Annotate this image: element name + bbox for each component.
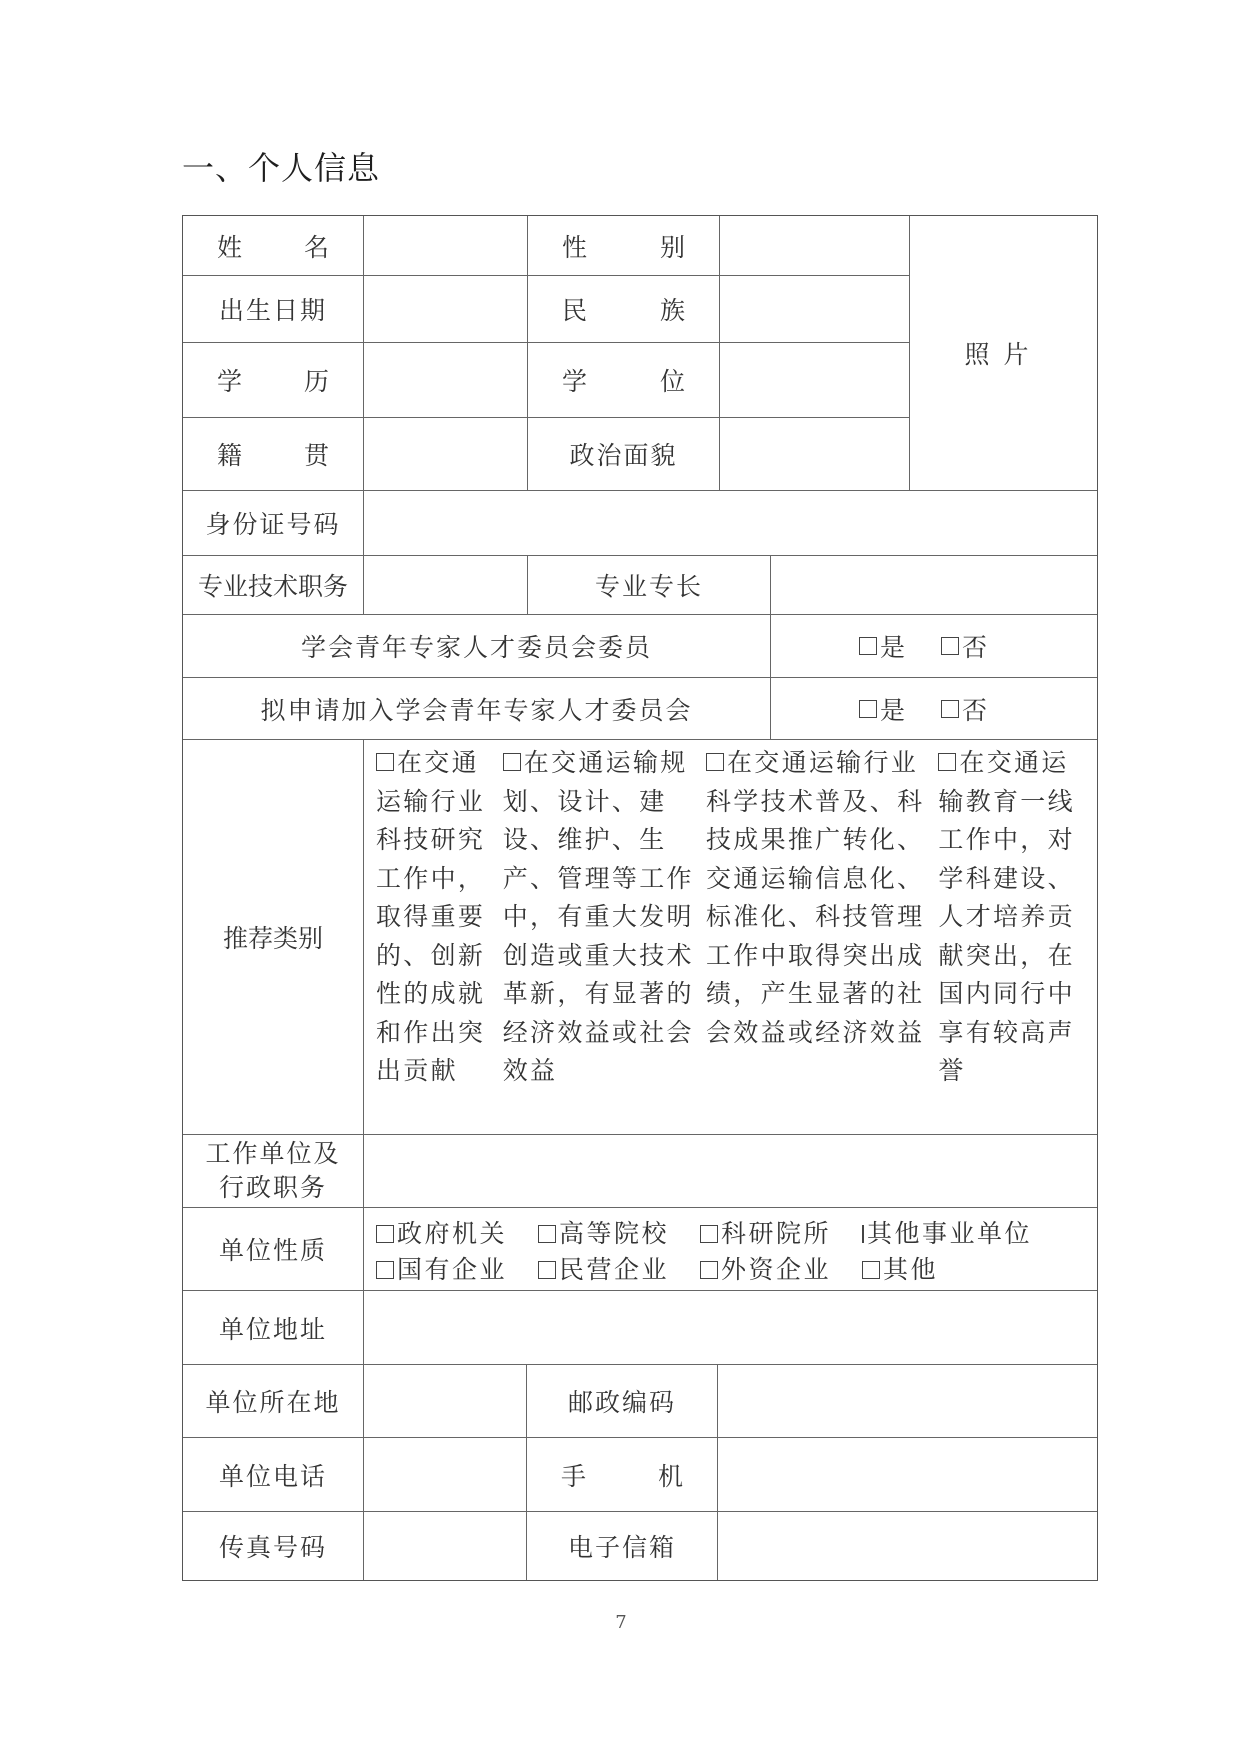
id-number-label: 身份证号码 <box>183 491 364 556</box>
checkbox-icon <box>376 1261 394 1279</box>
birth-date-label: 出生日期 <box>183 276 364 343</box>
unit-type-options <box>364 1208 1097 1291</box>
unit-phone-label: 单位电话 <box>183 1438 364 1512</box>
email-field[interactable] <box>718 1512 1097 1580</box>
recommend-option[interactable]: 在交通运输行业科学技术普及、科技成果推广转化、交通运输信息化、标准化、科技管理工作中取得突出成绩，产生显著的社会效益或经济效益 <box>705 748 925 1047</box>
checkbox-icon <box>700 1225 718 1243</box>
unit-type-label: 单位性质 <box>183 1208 364 1291</box>
unit-address-label: 单位地址 <box>183 1291 364 1365</box>
gender-label: 性 别 <box>528 216 720 276</box>
email-label: 电子信箱 <box>527 1512 718 1580</box>
native-place-field[interactable] <box>364 418 528 491</box>
personal-info-form <box>182 215 1098 1581</box>
specialty-field[interactable] <box>771 556 1097 615</box>
checkbox-icon <box>700 1261 718 1279</box>
checkbox-icon <box>859 700 877 718</box>
checkbox-icon <box>941 700 959 718</box>
degree-label: 学 位 <box>528 343 720 418</box>
checkbox-icon <box>376 753 394 771</box>
specialty-label: 专业专长 <box>528 556 771 615</box>
unit-type-option[interactable]: 政府机关 <box>376 1216 538 1252</box>
recommend-option[interactable]: 在交通运输教育一线工作中，对学科建设、人才培养贡献突出，在国内同行中享有较高声誉 <box>938 748 1075 1085</box>
unit-type-option[interactable]: 其他事业单位 <box>862 1216 1024 1252</box>
checkbox-icon <box>538 1225 556 1243</box>
section-title: 一、个人信息 <box>182 149 381 187</box>
postal-code-field[interactable] <box>718 1365 1097 1438</box>
page-number: 7 <box>615 1612 627 1633</box>
committee-member-options <box>771 615 1097 678</box>
recommend-category-label: 推荐类别 <box>183 740 364 1135</box>
unit-address-field[interactable] <box>364 1291 1097 1365</box>
education-label: 学 历 <box>183 343 364 418</box>
political-status-label: 政治面貌 <box>528 418 720 491</box>
unit-type-option[interactable]: 外资企业 <box>700 1252 862 1288</box>
fax-label: 传真号码 <box>183 1512 364 1580</box>
work-unit-label: 工作单位及 行政职务 <box>183 1135 364 1208</box>
unit-type-option[interactable]: 其他 <box>862 1252 1024 1288</box>
native-place-label: 籍 贯 <box>183 418 364 491</box>
gender-field[interactable] <box>720 216 910 276</box>
professional-title-label: 专业技术职务 <box>183 556 364 615</box>
recommend-option[interactable]: 在交通运输规划、设计、建设、维护、生产、管理等工作中，有重大发明创造或重大技术革新，有显著的经济效益或社会效益 <box>502 748 694 1085</box>
checkbox-icon <box>941 637 959 655</box>
unit-location-field[interactable] <box>364 1365 527 1438</box>
recommend-category-options <box>364 740 1097 1135</box>
education-field[interactable] <box>364 343 528 418</box>
checkbox-icon <box>538 1261 556 1279</box>
apply-no-checkbox[interactable]: 否 <box>941 691 987 727</box>
committee-yes-checkbox[interactable]: 是 <box>859 628 905 664</box>
checkbox-icon <box>376 1225 394 1243</box>
degree-field[interactable] <box>720 343 910 418</box>
mobile-label: 手 机 <box>527 1438 718 1512</box>
fax-field[interactable] <box>364 1512 527 1580</box>
ethnicity-field[interactable] <box>720 276 910 343</box>
unit-type-option[interactable]: 民营企业 <box>538 1252 700 1288</box>
political-status-field[interactable] <box>720 418 910 491</box>
unit-type-option[interactable]: 高等院校 <box>538 1216 700 1252</box>
checkbox-icon <box>938 753 956 771</box>
checkbox-icon <box>503 753 521 771</box>
checkbox-icon <box>862 1225 864 1243</box>
unit-location-label: 单位所在地 <box>183 1365 364 1438</box>
ethnicity-label: 民 族 <box>528 276 720 343</box>
unit-type-option[interactable]: 国有企业 <box>376 1252 538 1288</box>
professional-title-field[interactable] <box>364 556 528 615</box>
unit-type-option[interactable]: 科研院所 <box>700 1216 862 1252</box>
checkbox-icon <box>859 637 877 655</box>
committee-member-label: 学会青年专家人才委员会委员 <box>183 615 771 678</box>
apply-committee-options <box>771 678 1097 740</box>
recommend-option[interactable]: 在交通运输行业科技研究工作中，取得重要的、创新性的成就和作出突出贡献 <box>376 748 486 1085</box>
name-label: 姓 名 <box>183 216 364 276</box>
checkbox-icon <box>706 753 724 771</box>
name-field[interactable] <box>364 216 528 276</box>
apply-committee-label: 拟申请加入学会青年专家人才委员会 <box>183 678 771 740</box>
checkbox-icon <box>862 1261 880 1279</box>
work-unit-field[interactable] <box>364 1135 1097 1208</box>
birth-date-field[interactable] <box>364 276 528 343</box>
photo-box: 照片 <box>910 216 1097 491</box>
id-number-field[interactable] <box>364 491 1097 556</box>
mobile-field[interactable] <box>718 1438 1097 1512</box>
postal-code-label: 邮政编码 <box>527 1365 718 1438</box>
apply-yes-checkbox[interactable]: 是 <box>859 691 905 727</box>
unit-phone-field[interactable] <box>364 1438 527 1512</box>
committee-no-checkbox[interactable]: 否 <box>941 628 987 664</box>
